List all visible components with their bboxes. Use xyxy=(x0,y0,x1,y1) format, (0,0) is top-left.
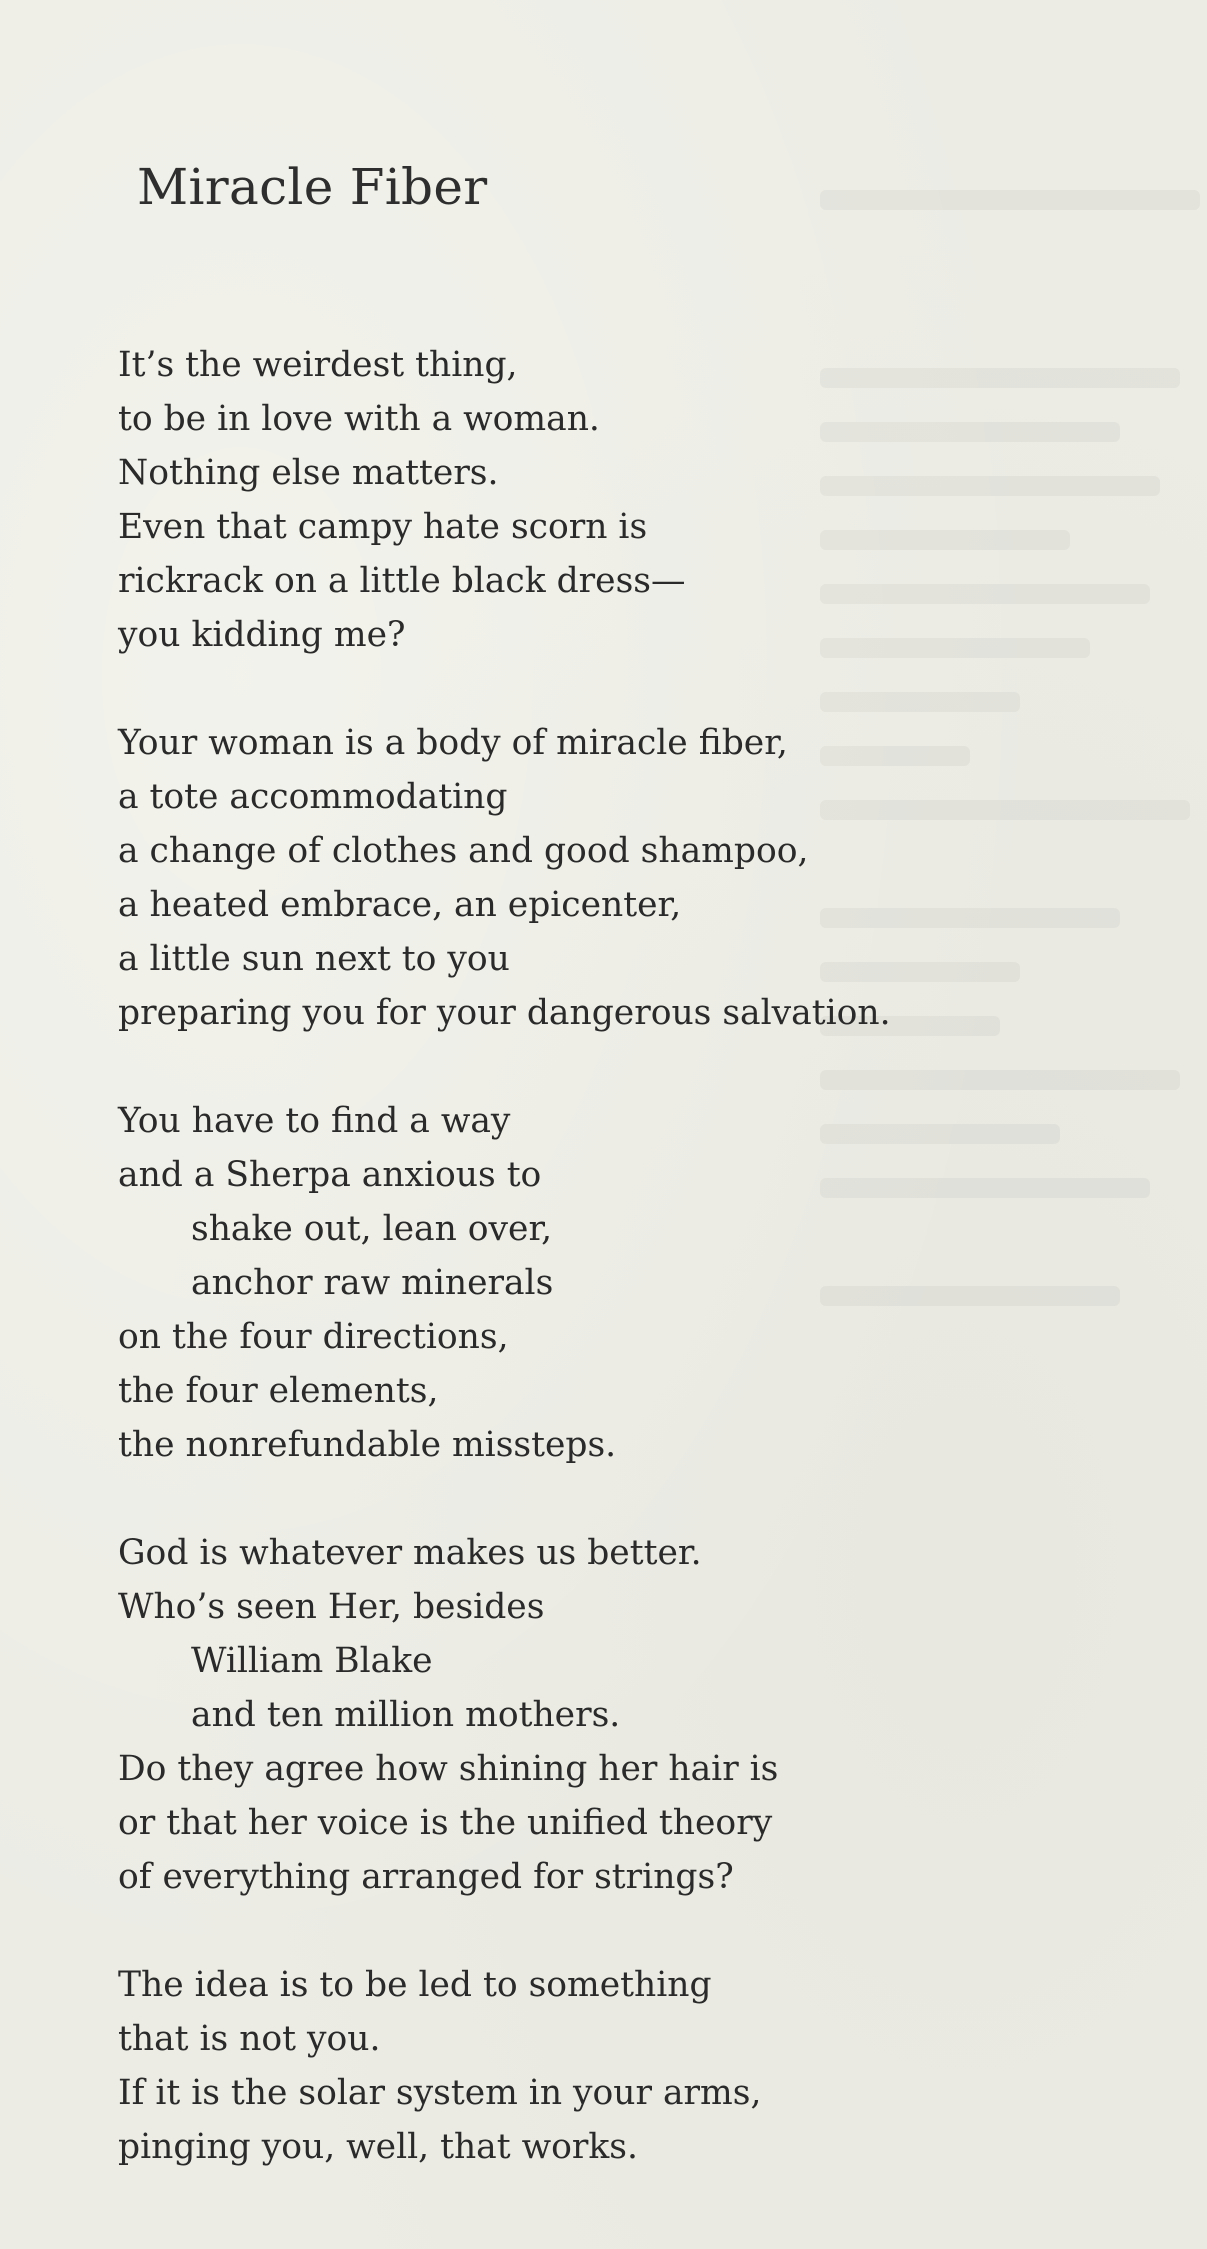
stanza xyxy=(118,716,891,1040)
poem-line: a tote accommodating xyxy=(118,777,508,817)
poem-line: the four elements, xyxy=(118,1371,439,1411)
stanza xyxy=(118,1526,891,1904)
poem-line: that is not you. xyxy=(118,2019,381,2059)
stanza xyxy=(118,1094,891,1472)
poem-line: William Blake xyxy=(191,1641,433,1681)
stanza xyxy=(118,338,891,662)
poem-line: Nothing else matters. xyxy=(118,453,499,493)
poem-line: God is whatever makes us better. xyxy=(118,1533,702,1573)
poem-line: pinging you, well, that works. xyxy=(118,2127,638,2167)
stanza xyxy=(118,1958,891,2174)
poem-title: Miracle Fiber xyxy=(137,158,488,216)
poem-line: on the four directions, xyxy=(118,1317,509,1357)
poem-line: Who’s seen Her, besides xyxy=(118,1587,545,1627)
poem-line: Do they agree how shining her hair is xyxy=(118,1749,779,1789)
poem-line: and ten million mothers. xyxy=(191,1695,621,1735)
poem-line: to be in love with a woman. xyxy=(118,399,600,439)
poem-line: the nonrefundable missteps. xyxy=(118,1425,617,1465)
poem-line: Your woman is a body of miracle fiber, xyxy=(118,723,788,763)
poem-line: You have to find a way xyxy=(118,1101,511,1141)
poem-line: anchor raw minerals xyxy=(191,1263,554,1303)
poem-line: of everything arranged for strings? xyxy=(118,1857,734,1897)
poem-line: The idea is to be led to something xyxy=(118,1965,712,2005)
poem-line: Even that campy hate scorn is xyxy=(118,507,648,547)
poem-line: preparing you for your dangerous salvation. xyxy=(118,993,891,1033)
poem-line: and a Sherpa anxious to xyxy=(118,1155,542,1195)
poem-line: shake out, lean over, xyxy=(191,1209,553,1249)
poem-line: rickrack on a little black dress— xyxy=(118,561,686,601)
poem-line: a change of clothes and good shampoo, xyxy=(118,831,809,871)
poem-line: you kidding me? xyxy=(118,615,406,655)
poem-line: It’s the weirdest thing, xyxy=(118,345,518,385)
poem-line: or that her voice is the unified theory xyxy=(118,1803,773,1843)
poem-line: a little sun next to you xyxy=(118,939,510,979)
poem-body xyxy=(118,338,891,2228)
poem-line: a heated embrace, an epicenter, xyxy=(118,885,682,925)
poem-line: If it is the solar system in your arms, xyxy=(118,2073,762,2113)
